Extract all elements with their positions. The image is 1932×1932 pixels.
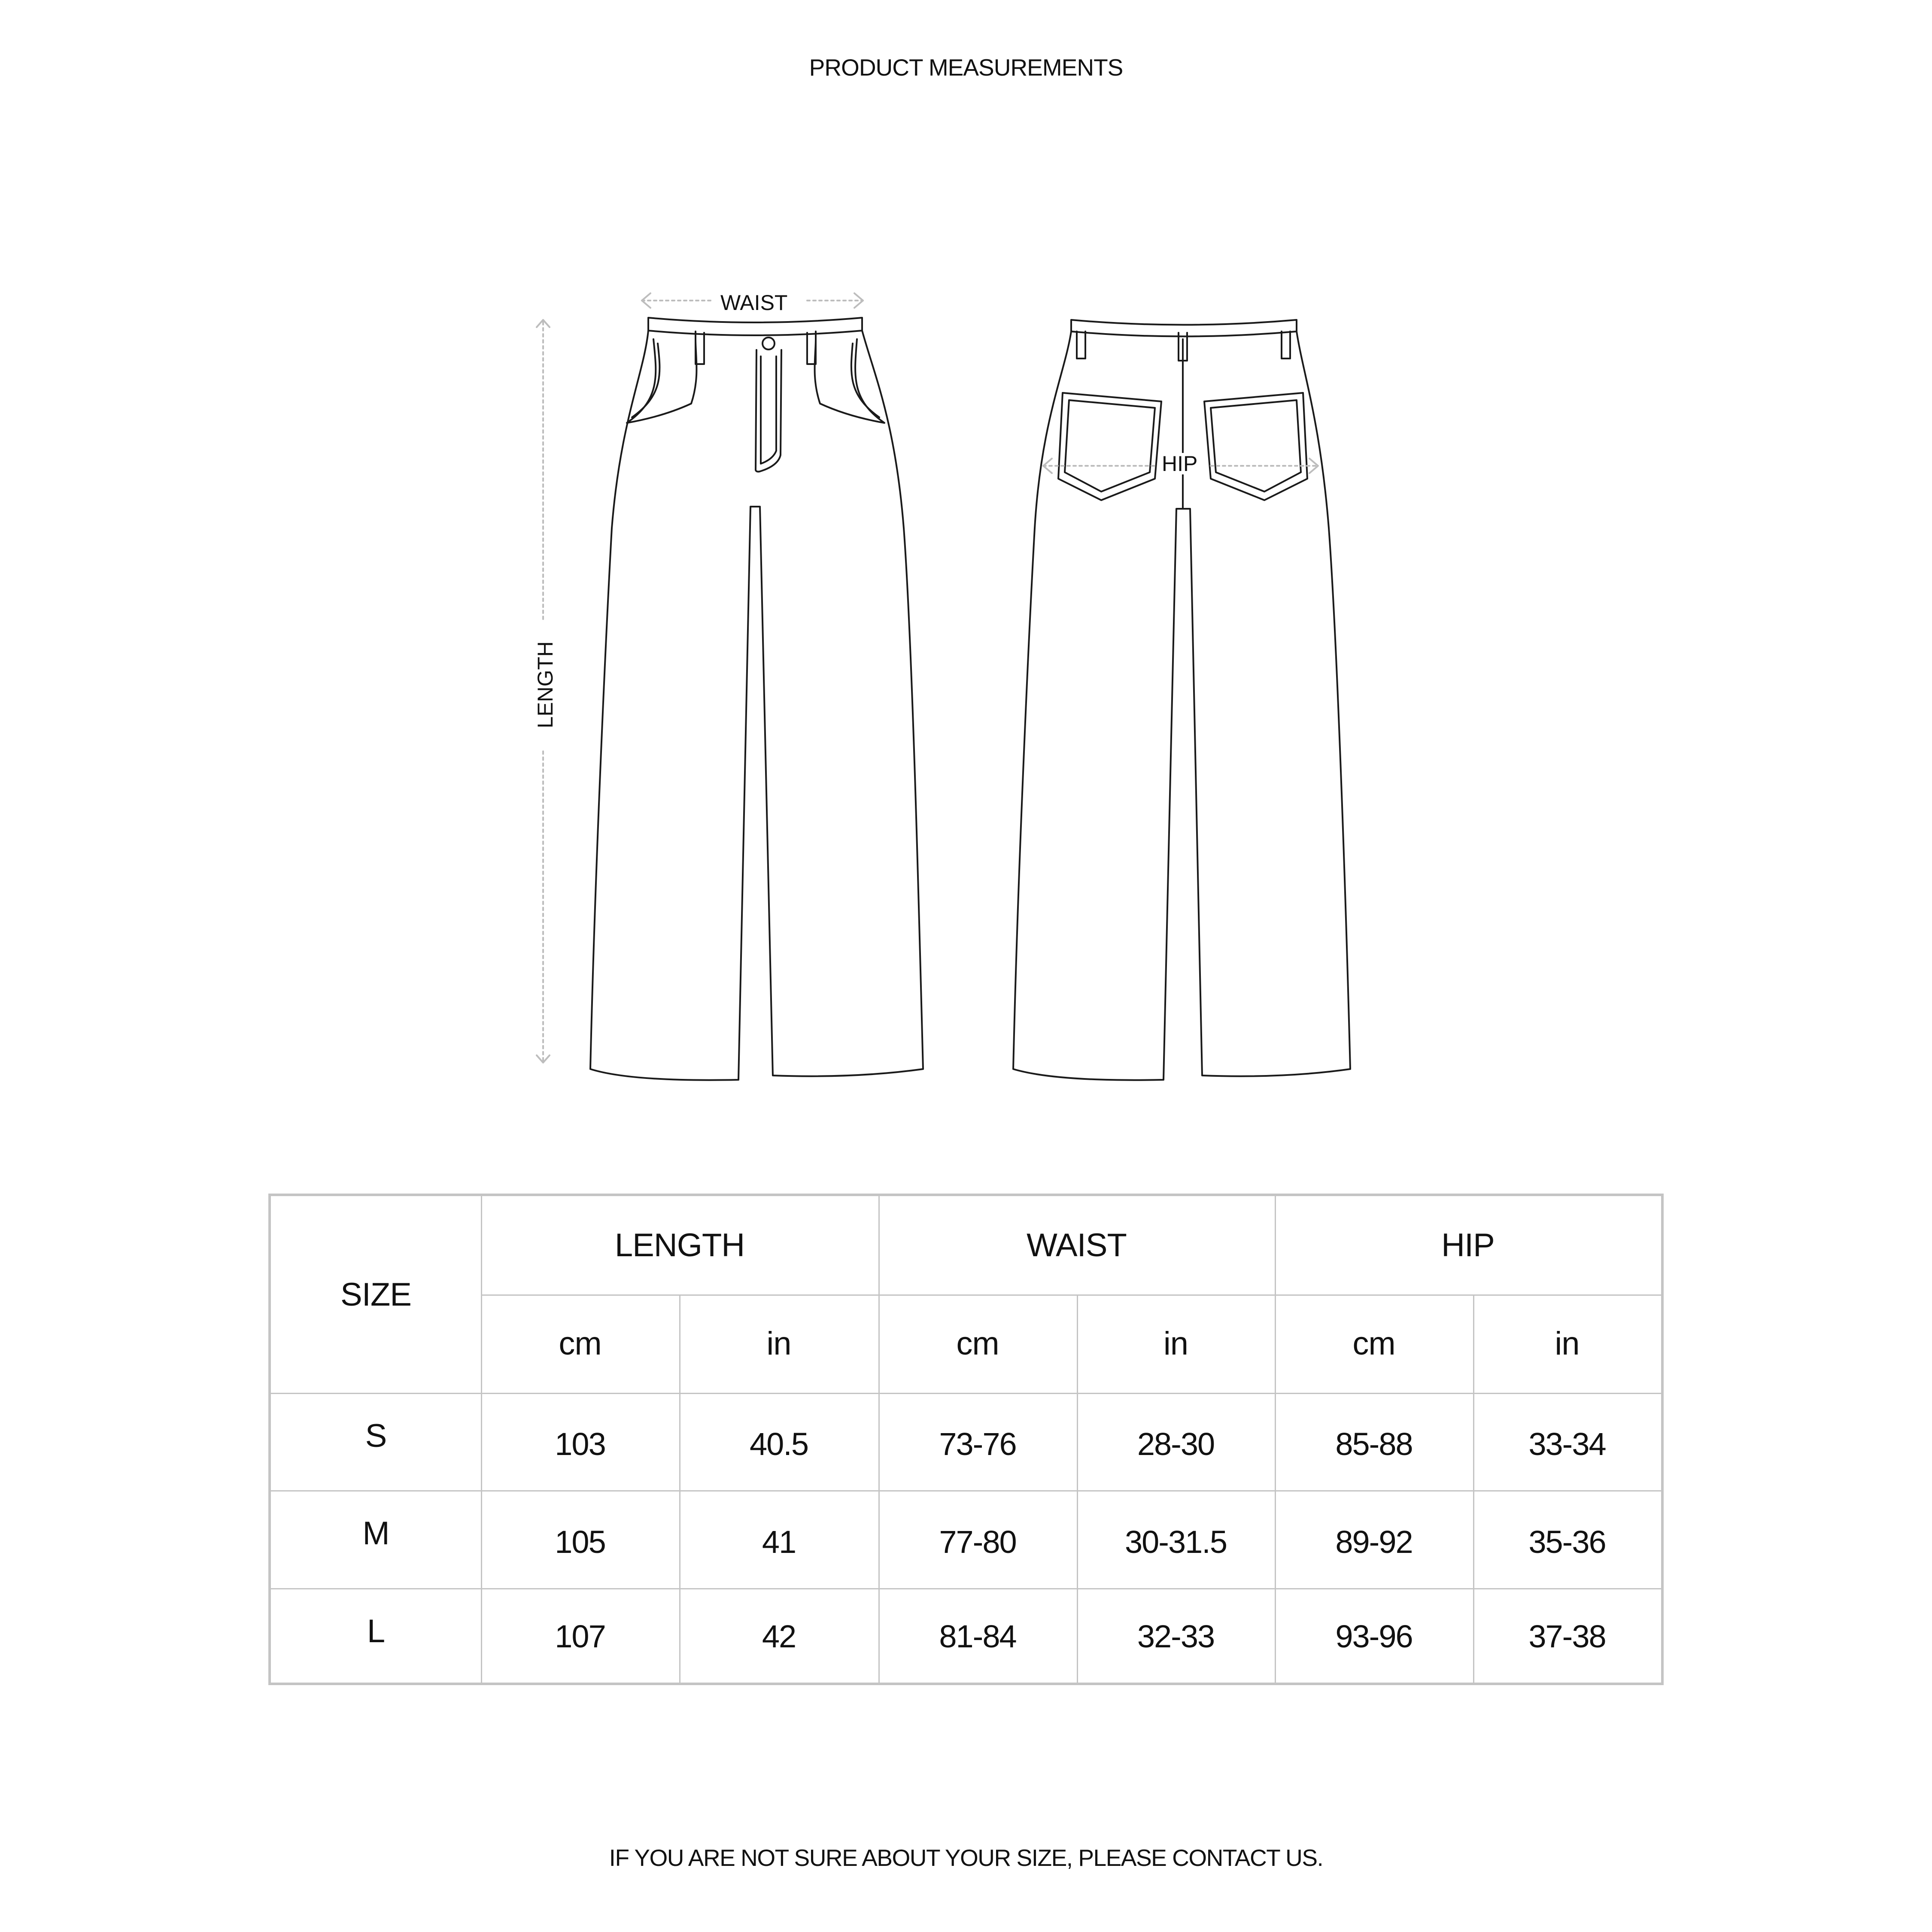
size-header: SIZE [340, 1276, 411, 1313]
table-cell: 35-36 [1528, 1524, 1606, 1560]
hip-header: HIP [1441, 1227, 1495, 1264]
table-cell: 85-88 [1335, 1426, 1413, 1462]
unit-header: in [1555, 1325, 1580, 1362]
unit-header: in [766, 1325, 791, 1362]
table-cell: 30-31.5 [1125, 1524, 1227, 1560]
table-cell: 103 [555, 1426, 605, 1462]
size-label: L [367, 1613, 385, 1649]
page-title: PRODUCT MEASUREMENTS [809, 54, 1123, 81]
table-cell: 107 [555, 1619, 605, 1654]
size-label: S [365, 1417, 387, 1454]
table-cell: 42 [762, 1619, 796, 1654]
waist-header: WAIST [1027, 1227, 1127, 1264]
table-cell: 81-84 [939, 1619, 1016, 1654]
unit-header: in [1163, 1325, 1188, 1362]
jeans-front-view [590, 318, 923, 1080]
jeans-back-view [1013, 320, 1350, 1080]
table-cell: 33-34 [1528, 1426, 1606, 1462]
unit-header: cm [956, 1325, 999, 1362]
table-cell: 105 [555, 1524, 605, 1560]
table-cell: 37-38 [1528, 1619, 1606, 1654]
table-cell: 93-96 [1335, 1619, 1413, 1654]
table-cell: 89-92 [1335, 1524, 1413, 1560]
length-label: LENGTH [535, 639, 556, 731]
table-cell: 73-76 [939, 1426, 1016, 1462]
unit-header: cm [559, 1325, 601, 1362]
size-label: M [362, 1515, 389, 1552]
unit-header: cm [1352, 1325, 1395, 1362]
footer-note: IF YOU ARE NOT SURE ABOUT YOUR SIZE, PLEASE CONTACT US. [609, 1844, 1323, 1871]
length-header: LENGTH [614, 1227, 745, 1264]
table-cell: 28-30 [1137, 1426, 1215, 1462]
hip-label: HIP [1159, 453, 1200, 474]
table-cell: 77-80 [939, 1524, 1016, 1560]
table-cell: 40.5 [749, 1426, 808, 1462]
size-chart-table [268, 1194, 1664, 1685]
table-cell: 32-33 [1137, 1619, 1215, 1654]
table-cell: 41 [762, 1524, 796, 1560]
waist-label: WAIST [718, 292, 790, 313]
measurement-guides [537, 293, 1318, 1063]
